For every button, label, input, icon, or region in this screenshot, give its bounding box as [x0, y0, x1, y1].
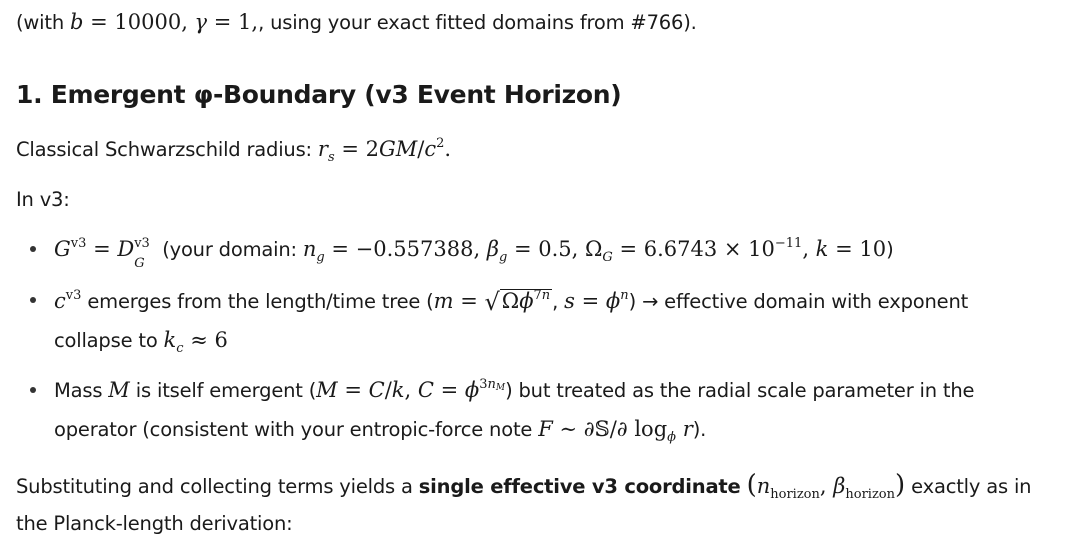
section-heading: 1. Emergent φ-Boundary (v3 Event Horizon) [16, 80, 622, 109]
math-entropic-force: F ∼ ∂𝕊/∂ $\log_\phi r$ [538, 417, 693, 445]
math-G-v3: $G^{v3} = D$ v3 G [54, 236, 150, 271]
bullet-2-text-b: , [552, 290, 565, 313]
math-s-phi: $s = \phi^n$ [564, 288, 629, 313]
substituting-text-a: Substituting and collecting terms yields a [16, 475, 419, 498]
classical-line [16, 135, 451, 164]
bullet-3-text-c: ) but treated as the radial scale parameter in the [505, 379, 975, 402]
in-v3-line: In v3: [16, 188, 70, 211]
bullet-3-text-a: Mass [54, 379, 109, 402]
bullet-3-line-2 [54, 415, 706, 444]
math-mass-def: M = C/k, $C = \phi^{3n_M}$ [316, 377, 506, 402]
bullet-3-text-d: operator (consistent with your entropic-force note [54, 418, 539, 441]
bullet-1 [54, 235, 894, 271]
math-schwarzschild: $r_s = 2GM/c^2$. [317, 136, 452, 165]
substituting-strong: single effective v3 coordinate [418, 475, 741, 498]
bullet-1-text-b: ) [886, 238, 894, 261]
intro-line [16, 8, 697, 37]
math-domain-params: $n_g = -0.557388$, $\beta_g = 0.5$, $\Omega_G = 6.6743 \times 10^{-11}$, k = 10 [302, 236, 887, 265]
substituting-line-2: the Planck-length derivation: [16, 512, 293, 535]
bullet-3-text-b: is itself emergent ( [129, 379, 317, 402]
math-M: M [108, 378, 130, 402]
bullet-dot-2 [30, 297, 36, 303]
bullet-3-line-1 [54, 376, 974, 405]
math-horizon-coord: ($n_{horizon}$, $\beta_{horizon}$) [746, 470, 906, 502]
math-c-v3: $c^{v3}$ [54, 288, 82, 313]
math-m-sqrt: $m = √\Omega\phi^{7n}$ [433, 288, 551, 316]
bullet-2-text-c: ) → effective domain with exponent [628, 290, 969, 313]
bullet-3-text-e: ). [692, 418, 707, 441]
bullet-2-line-1 [54, 286, 968, 316]
substituting-line-1 [16, 471, 1031, 501]
math-b-gamma: b = 10000, γ = 1, [69, 10, 259, 34]
bullet-dot-1 [30, 246, 36, 252]
intro-prefix: (with [16, 11, 70, 34]
substituting-text-b: exactly as in [905, 475, 1032, 498]
bullet-dot-3 [30, 387, 36, 393]
bullet-1-text-a: (your domain: [156, 238, 303, 261]
intro-suffix: , using your exact fitted domains from #766). [258, 11, 697, 34]
bullet-2-text-a: emerges from the length/time tree ( [81, 290, 434, 313]
math-kc: $k_c \approx 6$ [163, 328, 228, 356]
classical-text: Classical Schwarzschild radius: [16, 138, 318, 161]
bullet-2-line-2 [54, 326, 228, 355]
bullet-2-text-d: collapse to [54, 329, 164, 352]
